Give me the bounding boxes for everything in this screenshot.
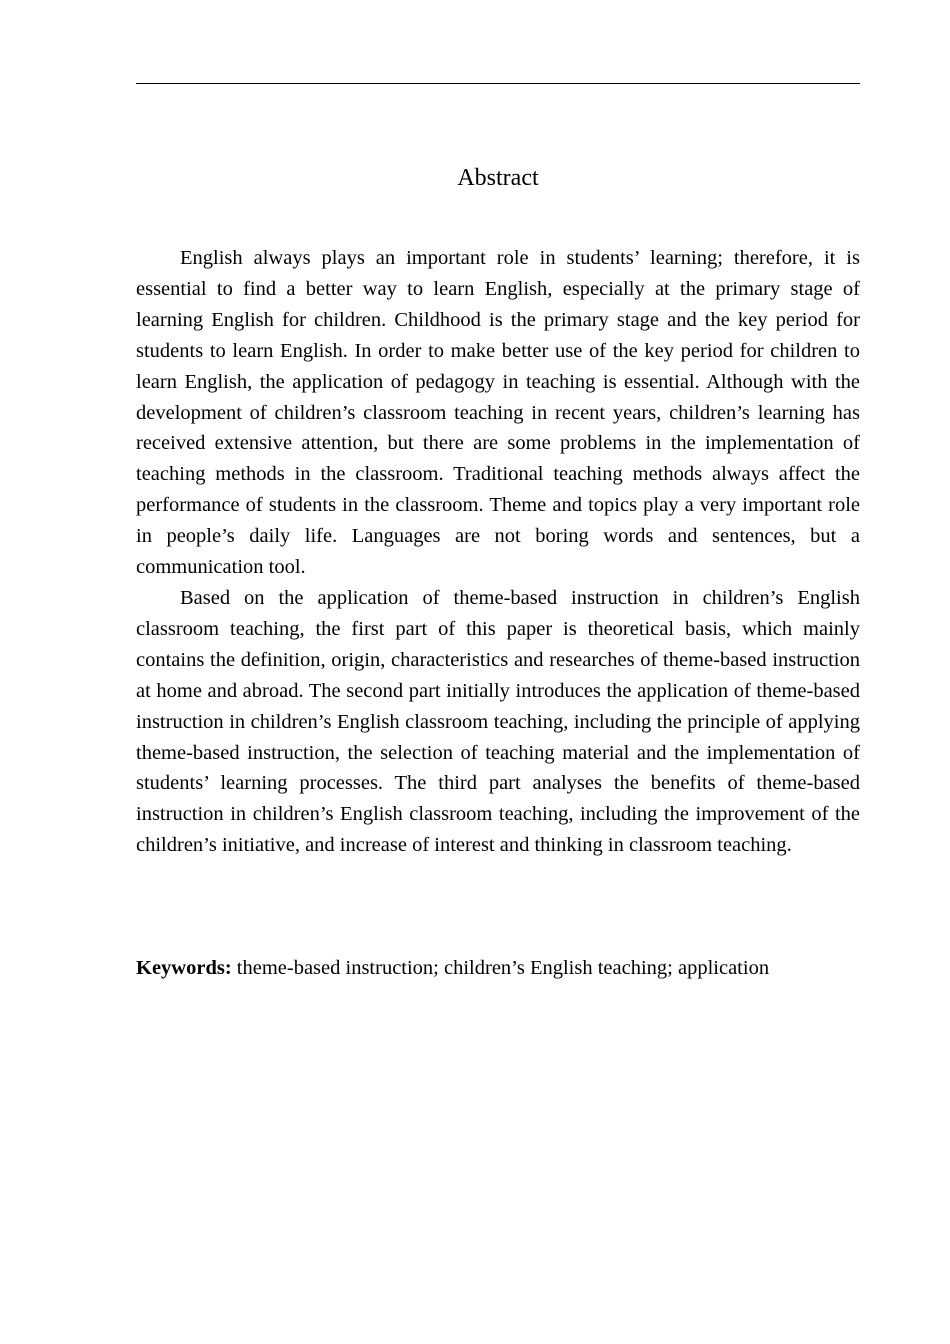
keywords-label: Keywords: (136, 957, 232, 979)
keywords-text: theme-based instruction; children’s English teaching; application (231, 957, 770, 979)
abstract-paragraph-1: English always plays an important role in students’ learning; therefore, it is essential to find a better way to learn English, especially at the primary stage of learning English for children. Childhood is the primary stage and the key period for students to learn English. In order to make better use of the key period for children to learn English, the application of pedagogy in teaching is essential. Although with the development of children’s classroom teaching in recent years, children’s learning has received extensive attention, but there are some problems in the implementation of teaching methods in the classroom. Traditional teaching methods always affect the performance of students in the classroom. Theme and topics play a very important role in people’s daily life. Languages are not boring words and sentences, but a communication tool. (136, 247, 860, 579)
abstract-body (136, 243, 860, 861)
abstract-title: Abstract (457, 165, 539, 191)
abstract-paragraph-2: Based on the application of theme-based instruction in children’s English classroom teaching, the first part of this paper is theoretical basis, which mainly contains the definition, origin, characteristics and researches of theme-based instruction at home and abroad. The second part initially introduces the application of theme-based instruction in children’s English classroom teaching, including the principle of applying theme-based instruction, the selection of teaching material and the implementation of students’ learning processes. The third part analyses the benefits of theme-based instruction in children’s English classroom teaching, including the improvement of the children’s initiative, and increase of interest and thinking in classroom teaching. (136, 586, 860, 857)
header-rule (136, 83, 860, 84)
keywords-line (136, 953, 860, 984)
